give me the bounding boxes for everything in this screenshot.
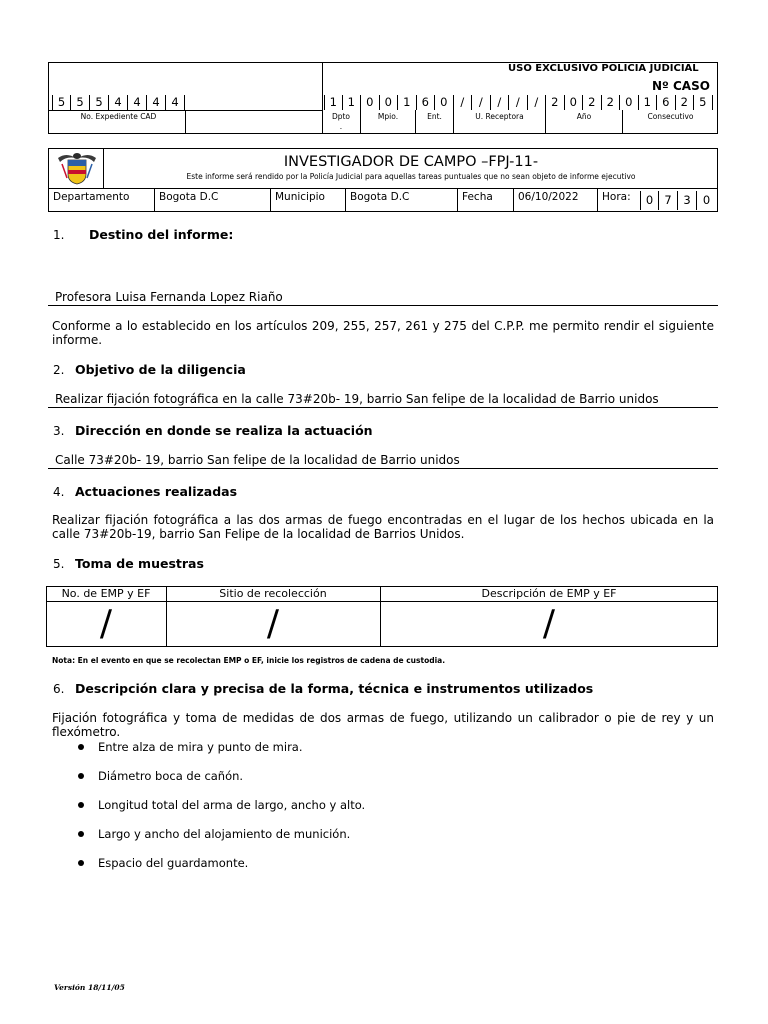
- samples-cell: /: [542, 603, 556, 644]
- receptora-label: U. Receptora: [475, 112, 524, 121]
- bullet-icon: [78, 831, 84, 837]
- section-4-number: 4.: [53, 485, 65, 499]
- bullet-icon: [78, 802, 84, 808]
- form-subtitle: Este informe será rendido por la Policía Judicial para aquellas tareas puntuales que no sean objeto de informe ejecutivo: [186, 172, 636, 181]
- custody-note: Nota: En el evento en que se recolectan EMP o EF, inicie los registros de cadena de custodia.: [52, 656, 446, 665]
- list-item: [78, 769, 243, 783]
- consecutivo-label: Consecutivo: [647, 112, 694, 121]
- hora-digit: 3: [678, 191, 697, 210]
- dpto-dot: .: [339, 122, 343, 131]
- expediente-digit: 5: [90, 95, 109, 110]
- caso-digit: 1: [639, 95, 658, 110]
- municipio-label: Municipio: [275, 191, 325, 203]
- caso-digit: 5: [694, 95, 713, 110]
- header-divider: [322, 62, 323, 134]
- expediente-digits: [52, 95, 185, 110]
- list-item: [78, 798, 365, 812]
- bullet-icon: [78, 773, 84, 779]
- title-underline: [48, 188, 718, 189]
- section-5-number: 5.: [53, 557, 65, 571]
- samples-col-header: No. de EMP y EF: [61, 587, 151, 600]
- samples-cell: /: [266, 603, 280, 644]
- mpio-label: Mpio.: [377, 112, 399, 121]
- caso-digit: 1: [324, 95, 343, 110]
- info-divider: [597, 188, 598, 212]
- section-2-number: 2.: [53, 363, 65, 377]
- caso-digit: 2: [583, 95, 602, 110]
- section-1-number: 1.: [53, 228, 65, 242]
- expediente-label: No. Expediente CAD: [80, 112, 157, 121]
- caso-digit: /: [454, 95, 473, 110]
- list-item: [78, 856, 248, 870]
- caso-digit: 6: [417, 95, 436, 110]
- no-caso-label: Nº CASO: [652, 79, 710, 93]
- info-divider: [154, 188, 155, 212]
- list-item-text: Entre alza de mira y punto de mira.: [98, 740, 303, 754]
- info-divider: [345, 188, 346, 212]
- section-2-title: Objetivo de la diligencia: [75, 362, 246, 377]
- caso-digit: 1: [398, 95, 417, 110]
- section-6-text: Fijación fotográfica y toma de medidas de dos armas de fuego, utilizando un calibrador o pie de rey y un flexómetro.: [52, 711, 714, 739]
- caso-digit: 2: [676, 95, 695, 110]
- caso-digit: 0: [565, 95, 584, 110]
- section-6-number: 6.: [53, 682, 65, 696]
- section-2-underline: [48, 407, 718, 408]
- municipio-value: Bogota D.C: [350, 191, 410, 203]
- caso-digit: 2: [602, 95, 621, 110]
- caso-digit: /: [528, 95, 547, 110]
- hora-digits: [640, 191, 716, 210]
- caso-digit: /: [472, 95, 491, 110]
- section-4-title: Actuaciones realizadas: [75, 484, 238, 499]
- samples-col-header: Sitio de recolección: [219, 587, 327, 600]
- anio-label: Año: [576, 112, 592, 121]
- info-divider: [457, 188, 458, 212]
- bullet-icon: [78, 744, 84, 750]
- section-1-text: Conforme a lo establecido en los artículos 209, 255, 257, 261 y 275 del C.P.P. me permito rendir el siguiente informe.: [52, 319, 714, 347]
- expediente-digit: 4: [128, 95, 147, 110]
- expediente-digit: 5: [71, 95, 90, 110]
- expediente-digit: 4: [109, 95, 128, 110]
- caso-digit: 0: [435, 95, 454, 110]
- section-1-title: Destino del informe:: [89, 227, 234, 242]
- list-item: [78, 827, 350, 841]
- recipient-underline: [48, 305, 718, 306]
- departamento-value: Bogota D.C: [159, 191, 219, 203]
- caso-digit: 2: [546, 95, 565, 110]
- departamento-label: Departamento: [53, 191, 130, 203]
- section-2-text: Realizar fijación fotográfica en la calle 73#20b- 19, barrio San felipe de la localidad de Barrio unidos: [55, 392, 659, 406]
- info-divider: [513, 188, 514, 212]
- uso-exclusivo-label: USO EXCLUSIVO POLICIA JUDICIAL: [508, 63, 699, 74]
- caso-digits: [324, 95, 713, 110]
- fecha-label: Fecha: [462, 191, 493, 203]
- list-item-text: Diámetro boca de cañón.: [98, 769, 244, 783]
- caso-digit: 0: [380, 95, 399, 110]
- list-item-text: Largo y ancho del alojamiento de munición.: [98, 827, 351, 841]
- hora-digit: 0: [640, 191, 659, 210]
- info-divider: [270, 188, 271, 212]
- section-6-title: Descripción clara y precisa de la forma, técnica e instrumentos utilizados: [75, 681, 594, 696]
- samples-cell: /: [99, 603, 113, 644]
- ent-label: Ent.: [427, 112, 442, 121]
- hora-label: Hora:: [602, 191, 631, 203]
- list-item-text: Longitud total del arma de largo, ancho y alto.: [98, 798, 366, 812]
- caso-digit: /: [509, 95, 528, 110]
- expediente-digit: 4: [147, 95, 166, 110]
- list-item: [78, 740, 303, 754]
- version-footer: Versión 18/11/05: [54, 983, 125, 992]
- section-5-title: Toma de muestras: [75, 556, 204, 571]
- section-3-text: Calle 73#20b- 19, barrio San felipe de la localidad de Barrio unidos: [55, 453, 460, 467]
- caso-digit: 0: [361, 95, 380, 110]
- hora-digit: 0: [702, 193, 711, 207]
- section-3-number: 3.: [53, 424, 65, 438]
- fecha-value: 06/10/2022: [518, 191, 579, 203]
- section-3-underline: [48, 468, 718, 469]
- samples-col-header: Descripción de EMP y EF: [481, 587, 617, 600]
- coat-of-arms-icon: [56, 150, 98, 186]
- list-item-text: Espacio del guardamonte.: [98, 856, 249, 870]
- expediente-divider: [185, 110, 186, 134]
- bullet-icon: [78, 860, 84, 866]
- form-title: INVESTIGADOR DE CAMPO –FPJ-11-: [283, 154, 539, 170]
- caso-digit: 6: [657, 95, 676, 110]
- section-3-title: Dirección en donde se realiza la actuación: [75, 423, 373, 438]
- expediente-digit: 5: [52, 95, 71, 110]
- caso-digit: /: [491, 95, 510, 110]
- section-1-recipient: Profesora Luisa Fernanda Lopez Riaño: [55, 290, 283, 304]
- caso-digit: 1: [343, 95, 362, 110]
- caso-digit: 0: [620, 95, 639, 110]
- hora-digit: 7: [659, 191, 678, 210]
- expediente-digit: 4: [166, 95, 185, 110]
- section-4-text: Realizar fijación fotográfica a las dos armas de fuego encontradas en el lugar de los hechos ubicada en la calle 73#20b-19, barrio San Felipe de la localidad de Barrios Unidos.: [52, 513, 714, 541]
- dpto-label: Dpto: [331, 112, 351, 121]
